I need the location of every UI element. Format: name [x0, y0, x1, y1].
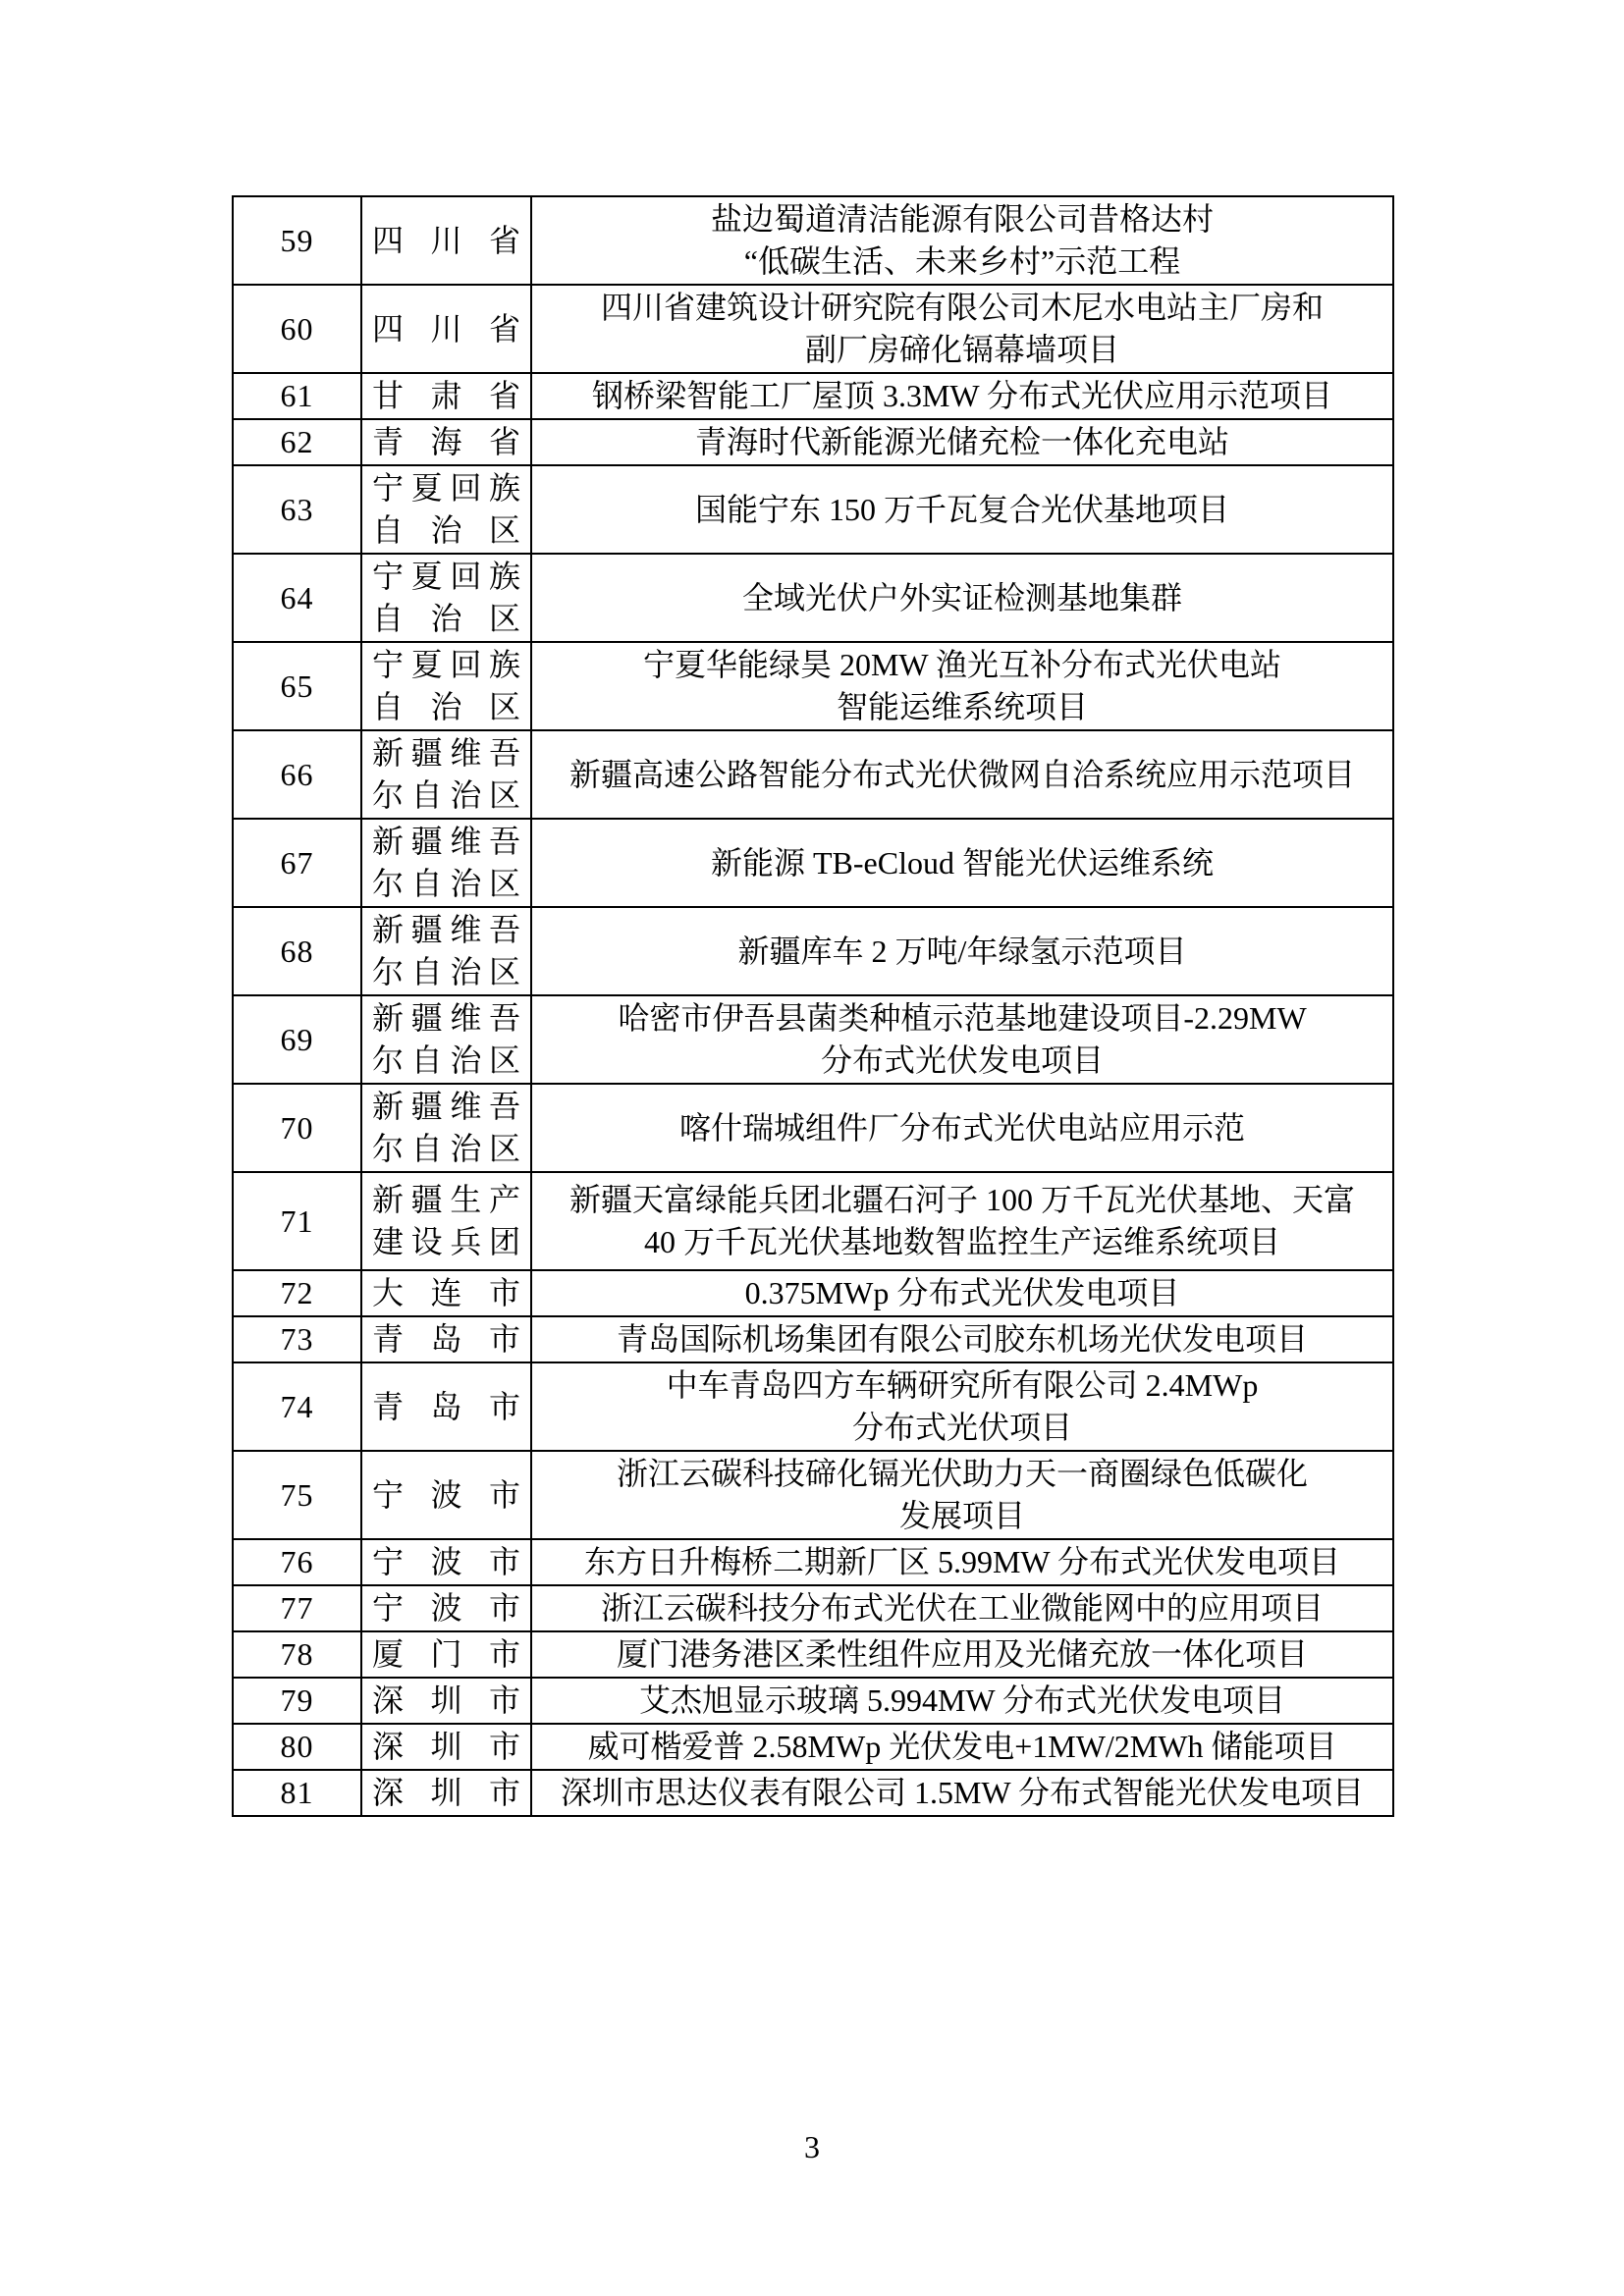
- project-name-line: 新疆天富绿能兵团北疆石河子 100 万千瓦光伏基地、天富: [568, 1182, 1355, 1217]
- province-cell: [361, 1585, 531, 1631]
- row-number-cell: 65: [233, 642, 361, 730]
- project-name-cell: [531, 1362, 1393, 1451]
- project-name-line: 喀什瑞城组件厂分布式光伏电站应用示范: [678, 1109, 1245, 1146]
- project-name-cell: [531, 373, 1393, 419]
- province-line: 宁波市: [372, 1544, 520, 1579]
- province-cell: [361, 554, 531, 642]
- province-line: 甘肃省: [372, 378, 520, 413]
- projects-table: [232, 195, 1394, 1817]
- province-cell: [361, 995, 531, 1084]
- row-number-cell: 61: [233, 373, 361, 419]
- province-line: 宁波市: [372, 1476, 520, 1513]
- project-name-cell: [531, 1270, 1393, 1316]
- table-row: [233, 730, 1393, 819]
- row-number-cell: 67: [233, 819, 361, 907]
- project-name-line: 发展项目: [898, 1498, 1025, 1533]
- project-name-line: 新疆库车 2 万吨/年绿氢示范项目: [737, 933, 1187, 969]
- province-line: 新疆维吾: [372, 1089, 520, 1124]
- project-name-line: 40 万千瓦光伏基地数智监控生产运维系统项目: [643, 1224, 1280, 1259]
- project-name-cell: [531, 1770, 1393, 1816]
- province-line: 四川省: [372, 310, 520, 347]
- province-line: 尔自治区: [372, 1042, 520, 1078]
- province-cell: [361, 907, 531, 995]
- project-name-line: 四川省建筑设计研究院有限公司木尼水电站主厂房和: [600, 290, 1324, 325]
- page-number: 3: [804, 2129, 820, 2164]
- province-cell: [361, 285, 531, 373]
- project-name-line: 哈密市伊吾县菌类种植示范基地建设项目-2.29MW: [618, 1000, 1307, 1036]
- table-row: [233, 907, 1393, 995]
- province-line: 尔自治区: [372, 954, 520, 989]
- province-line: 宁夏回族: [372, 647, 520, 682]
- row-number-cell: 62: [233, 419, 361, 465]
- province-line: 大连市: [372, 1275, 520, 1310]
- province-line: 尔自治区: [372, 866, 520, 901]
- project-name-line: 分布式光伏项目: [851, 1410, 1072, 1445]
- province-line: 宁夏回族: [372, 559, 520, 594]
- project-name-line: 全域光伏户外实证检测基地集群: [741, 579, 1182, 615]
- province-cell: [361, 819, 531, 907]
- province-line: 青岛市: [372, 1388, 520, 1424]
- table-row: [233, 1451, 1393, 1539]
- province-line: 厦门市: [372, 1636, 520, 1672]
- row-number-cell: 69: [233, 995, 361, 1084]
- table-row: [233, 465, 1393, 554]
- project-name-line: 国能宁东 150 万千瓦复合光伏基地项目: [694, 491, 1229, 527]
- province-line: 宁波市: [372, 1590, 520, 1626]
- project-name-line: 青岛国际机场集团有限公司胶东机场光伏发电项目: [616, 1321, 1308, 1357]
- project-name-cell: [531, 1316, 1393, 1362]
- province-line: 自治区: [372, 601, 520, 636]
- province-cell: [361, 1084, 531, 1172]
- project-name-line: 东方日升梅桥二期新厂区 5.99MW 分布式光伏发电项目: [583, 1544, 1341, 1579]
- project-name-line: 浙江云碳科技碲化镉光伏助力天一商圈绿色低碳化: [616, 1456, 1308, 1491]
- project-name-cell: [531, 1678, 1393, 1724]
- row-number-cell: 79: [233, 1678, 361, 1724]
- table-row: [233, 1539, 1393, 1585]
- table-row: [233, 196, 1393, 285]
- province-line: 新疆维吾: [372, 912, 520, 947]
- province-cell: [361, 419, 531, 465]
- projects-table-body: [233, 196, 1393, 1816]
- row-number-cell: 71: [233, 1172, 361, 1270]
- project-name-line: 中车青岛四方车辆研究所有限公司 2.4MWp: [666, 1367, 1259, 1403]
- row-number-cell: 80: [233, 1724, 361, 1770]
- table-row: [233, 1270, 1393, 1316]
- project-name-line: 深圳市思达仪表有限公司 1.5MW 分布式智能光伏发电项目: [560, 1775, 1365, 1810]
- province-cell: [361, 1770, 531, 1816]
- project-name-line: 艾杰旭显示玻璃 5.994MW 分布式光伏发电项目: [638, 1682, 1286, 1718]
- row-number-cell: 73: [233, 1316, 361, 1362]
- project-name-line: 0.375MWp 分布式光伏发电项目: [744, 1275, 1180, 1310]
- province-line: 深圳市: [372, 1775, 520, 1810]
- province-line: 新疆维吾: [372, 824, 520, 859]
- row-number-cell: 78: [233, 1631, 361, 1678]
- table-row: [233, 819, 1393, 907]
- province-line: 自治区: [372, 689, 520, 724]
- province-cell: [361, 1172, 531, 1270]
- project-name-line: “低碳生活、未来乡村”示范工程: [743, 243, 1181, 279]
- project-name-cell: [531, 1631, 1393, 1678]
- project-name-line: 威可楷爱普 2.58MWp 光伏发电+1MW/2MWh 储能项目: [587, 1729, 1337, 1764]
- row-number-cell: 74: [233, 1362, 361, 1451]
- row-number-cell: 70: [233, 1084, 361, 1172]
- table-row: [233, 1172, 1393, 1270]
- project-name-line: 智能运维系统项目: [836, 689, 1088, 724]
- project-name-line: 分布式光伏发电项目: [820, 1042, 1104, 1078]
- row-number-cell: 59: [233, 196, 361, 285]
- project-name-cell: [531, 1724, 1393, 1770]
- row-number-cell: 72: [233, 1270, 361, 1316]
- province-line: 新疆维吾: [372, 735, 520, 771]
- project-name-cell: [531, 907, 1393, 995]
- province-cell: [361, 1270, 531, 1316]
- province-line: 四川省: [372, 222, 520, 258]
- project-name-line: 宁夏华能绿昊 20MW 渔光互补分布式光伏电站: [642, 647, 1282, 682]
- province-line: 深圳市: [372, 1729, 520, 1764]
- project-name-cell: [531, 1451, 1393, 1539]
- row-number-cell: 75: [233, 1451, 361, 1539]
- project-name-cell: [531, 1585, 1393, 1631]
- table-row: [233, 1316, 1393, 1362]
- province-cell: [361, 1316, 531, 1362]
- province-line: 新疆生产: [372, 1182, 520, 1217]
- table-row: [233, 995, 1393, 1084]
- table-row: [233, 285, 1393, 373]
- province-cell: [361, 373, 531, 419]
- row-number-cell: 81: [233, 1770, 361, 1816]
- province-line: 青海省: [372, 424, 520, 459]
- table-row: [233, 373, 1393, 419]
- province-cell: [361, 730, 531, 819]
- project-name-cell: [531, 196, 1393, 285]
- project-name-cell: [531, 465, 1393, 554]
- province-cell: [361, 1724, 531, 1770]
- project-name-cell: [531, 1172, 1393, 1270]
- project-name-cell: [531, 1539, 1393, 1585]
- table-row: [233, 554, 1393, 642]
- table-row: [233, 1631, 1393, 1678]
- province-line: 青岛市: [372, 1321, 520, 1357]
- project-name-line: 副厂房碲化镉幕墙项目: [804, 332, 1119, 367]
- row-number-cell: 68: [233, 907, 361, 995]
- table-row: [233, 1585, 1393, 1631]
- table-row: [233, 1362, 1393, 1451]
- province-line: 尔自治区: [372, 777, 520, 813]
- project-name-cell: [531, 554, 1393, 642]
- project-name-line: 盐边蜀道清洁能源有限公司昔格达村: [710, 201, 1214, 237]
- project-name-line: 新疆高速公路智能分布式光伏微网自洽系统应用示范项目: [568, 756, 1355, 792]
- row-number-cell: 64: [233, 554, 361, 642]
- province-cell: [361, 642, 531, 730]
- table-row: [233, 1084, 1393, 1172]
- project-name-cell: [531, 419, 1393, 465]
- project-name-cell: [531, 642, 1393, 730]
- table-row: [233, 642, 1393, 730]
- project-name-cell: [531, 730, 1393, 819]
- province-line: 新疆维吾: [372, 1000, 520, 1036]
- province-cell: [361, 1631, 531, 1678]
- province-line: 自治区: [372, 512, 520, 548]
- project-name-line: 新能源 TB-eCloud 智能光伏运维系统: [711, 844, 1214, 881]
- project-name-line: 青海时代新能源光储充检一体化充电站: [694, 424, 1229, 459]
- project-name-cell: [531, 819, 1393, 907]
- row-number-cell: 63: [233, 465, 361, 554]
- province-line: 建设兵团: [372, 1224, 520, 1259]
- table-row: [233, 1678, 1393, 1724]
- province-cell: [361, 1362, 531, 1451]
- project-name-line: 钢桥梁智能工厂屋顶 3.3MW 分布式光伏应用示范项目: [591, 378, 1333, 413]
- table-row: [233, 1724, 1393, 1770]
- project-name-cell: [531, 285, 1393, 373]
- row-number-cell: 77: [233, 1585, 361, 1631]
- row-number-cell: 76: [233, 1539, 361, 1585]
- table-row: [233, 1770, 1393, 1816]
- province-cell: [361, 1451, 531, 1539]
- province-line: 宁夏回族: [372, 470, 520, 506]
- province-cell: [361, 465, 531, 554]
- project-name-cell: [531, 995, 1393, 1084]
- province-cell: [361, 1539, 531, 1585]
- project-name-line: 浙江云碳科技分布式光伏在工业微能网中的应用项目: [600, 1590, 1324, 1626]
- province-line: 尔自治区: [372, 1131, 520, 1166]
- row-number-cell: 60: [233, 285, 361, 373]
- row-number-cell: 66: [233, 730, 361, 819]
- province-cell: [361, 1678, 531, 1724]
- province-line: 深圳市: [372, 1682, 520, 1718]
- province-cell: [361, 196, 531, 285]
- table-row: [233, 419, 1393, 465]
- project-name-line: 厦门港务港区柔性组件应用及光储充放一体化项目: [616, 1636, 1308, 1672]
- project-name-cell: [531, 1084, 1393, 1172]
